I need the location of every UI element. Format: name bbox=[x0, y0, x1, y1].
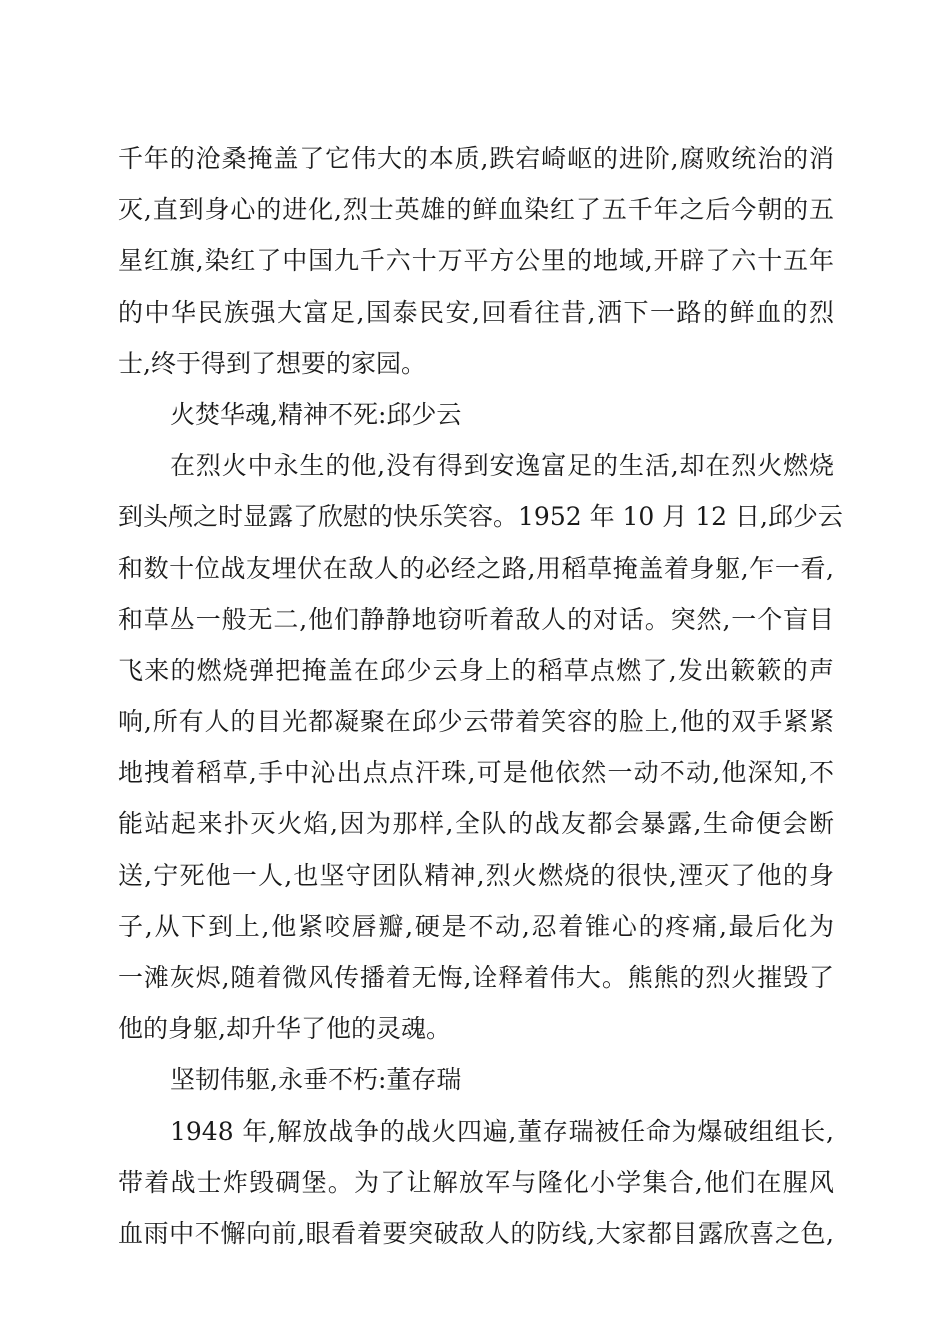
paragraph-line: 士,终于得到了想要的家园。 bbox=[118, 348, 426, 378]
paragraph-line: 带着战士炸毁碉堡。为了让解放军与隆化小学集合,他们在腥风 bbox=[118, 1167, 834, 1197]
paragraph-line: 地拽着稻草,手中沁出点点汗珠,可是他依然一动不动,他深知,不 bbox=[118, 758, 834, 788]
paragraph-line: 星红旗,染红了中国九千六十万平方公里的地域,开辟了六十五年 bbox=[118, 246, 834, 276]
paragraph-line: 血雨中不懈向前,眼看着要突破敌人的防线,大家都目露欣喜之色, bbox=[118, 1218, 834, 1248]
paragraph-line: 子,从下到上,他紧咬唇瓣,硬是不动,忍着锥心的疼痛,最后化为 bbox=[118, 911, 834, 941]
paragraph-line: 响,所有人的目光都凝聚在邱少云带着笑容的脸上,他的双手紧紧 bbox=[118, 707, 834, 737]
paragraph-line: 到头颅之时显露了欣慰的快乐笑容。1952 年 10 月 12 日,邱少云 bbox=[118, 502, 843, 532]
paragraph-line: 灭,直到身心的进化,烈士英雄的鲜血染红了五千年之后今朝的五 bbox=[118, 195, 834, 225]
paragraph-line: 和草丛一般无二,他们静静地窃听着敌人的对话。突然,一个盲目 bbox=[118, 604, 834, 634]
paragraph-line: 和数十位战友埋伏在敌人的必经之路,用稻草掩盖着身躯,乍一看, bbox=[118, 553, 834, 583]
section-heading: 火焚华魂,精神不死:邱少云 bbox=[170, 399, 462, 429]
paragraph-line: 在烈火中永生的他,没有得到安逸富足的生活,却在烈火燃烧 bbox=[170, 451, 834, 481]
paragraph-line: 他的身躯,却升华了他的灵魂。 bbox=[118, 1014, 451, 1044]
document-body bbox=[118, 133, 843, 1259]
paragraph-line: 一滩灰烬,随着微风传播着无悔,诠释着伟大。熊熊的烈火摧毁了 bbox=[118, 963, 834, 992]
paragraph-line: 的中华民族强大富足,国泰民安,回看往昔,洒下一路的鲜血的烈 bbox=[118, 297, 834, 327]
section-heading: 坚韧伟躯,永垂不朽:董存瑞 bbox=[170, 1065, 462, 1095]
paragraph-line: 1948 年,解放战争的战火四遍,董存瑞被任命为爆破组组长, bbox=[170, 1116, 834, 1146]
paragraph-line: 送,宁死他一人,也坚守团队精神,烈火燃烧的很快,湮灭了他的身 bbox=[118, 860, 834, 890]
paragraph-line: 千年的沧桑掩盖了它伟大的本质,跌宕崎岖的进阶,腐败统治的消 bbox=[118, 144, 834, 173]
paragraph-line: 能站起来扑灭火焰,因为那样,全队的战友都会暴露,生命便会断 bbox=[118, 809, 834, 839]
paragraph-line: 飞来的燃烧弹把掩盖在邱少云身上的稻草点燃了,发出簌簌的声 bbox=[118, 655, 834, 685]
